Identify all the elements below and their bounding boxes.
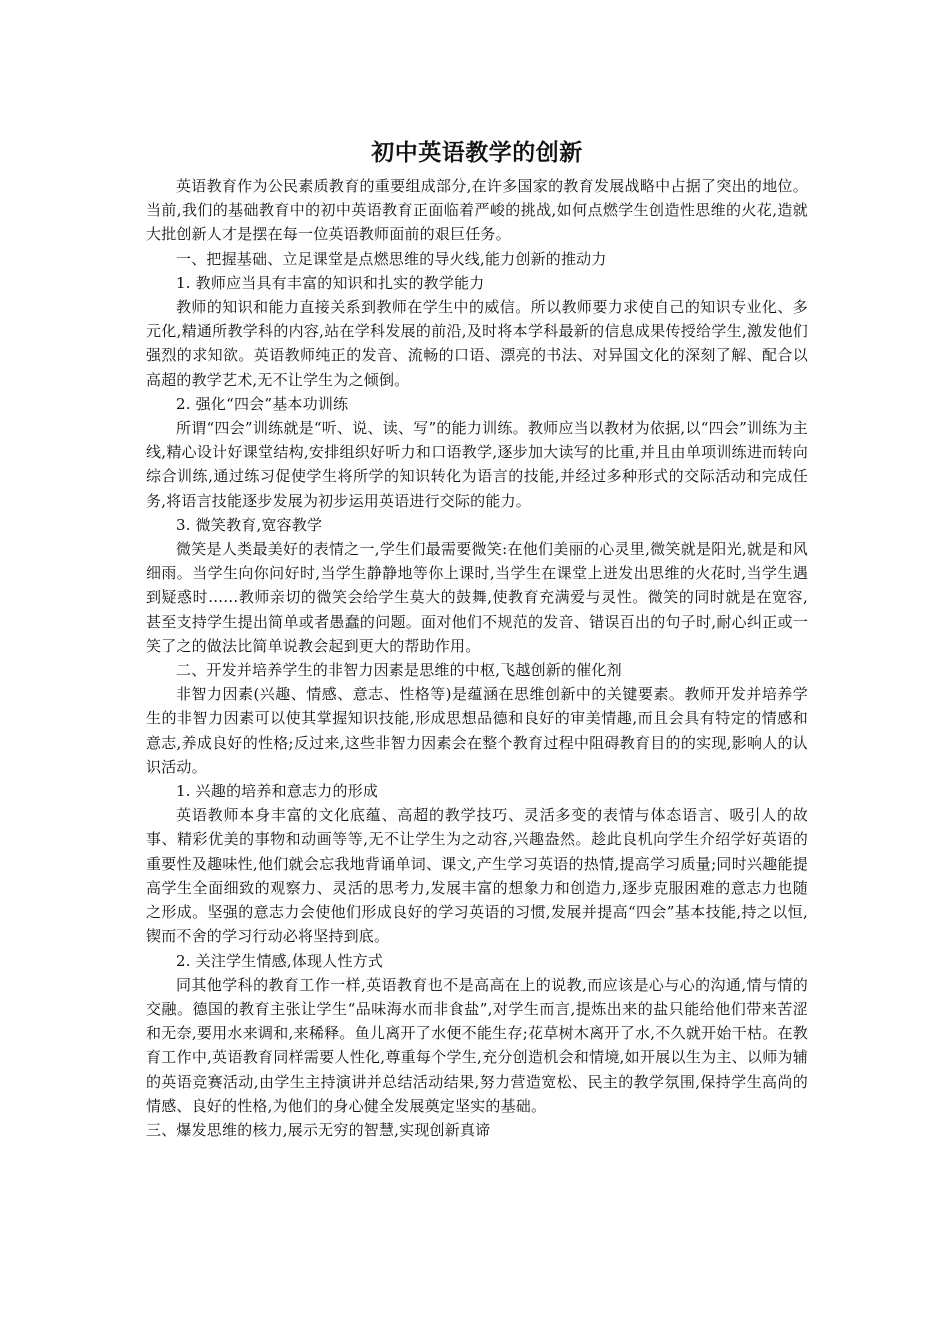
section-2-heading: 二、开发并培养学生的非智力因素是思维的中枢,飞越创新的催化剂 [176, 661, 622, 680]
subsection-2-2-paragraph: 同其他学科的教育工作一样,英语教育也不是高高在上的说教,而应该是心与心的沟通,情与情的交融。德国的教育主张让学生“品味海水而非食盐”,对学生而言,提炼出来的盐只能给他们带来苦涩和无奈,要用水来调和,来稀释。鱼儿离开了水便不能生存;花草树木离开了水,不久就开始干枯。在教育工作中,英语教育同样需要人性化,尊重每个学生,充分创造机会和情境,如开展以生为主、以师为辅的英语竞赛活动,由学生主持演讲并总结活动结果,努力营造宽松、民主的教学氛围,保持学生高尚的情感、良好的性格,为他们的身心健全发展奠定坚实的基础。 [146, 975, 808, 1115]
subsection-1-1-heading: 1. 教师应当具有丰富的知识和扎实的教学能力 [176, 273, 485, 292]
subsection-1-1-paragraph: 教师的知识和能力直接关系到教师在学生中的威信。所以教师要力求使自己的知识专业化、多元化,精通所教学科的内容,站在学科发展的前沿,及时将本学科最新的信息成果传授给学生,激发他们强烈的求知欲。英语教师纯正的发音、流畅的口语、漂亮的书法、对异国文化的深刻了解、配合以高超的教学艺术,无不让学生为之倾倒。 [146, 298, 808, 389]
subsection-2-1-paragraph: 英语教师本身丰富的文化底蕴、高超的教学技巧、灵活多变的表情与体态语言、吸引人的故事、精彩优美的事物和动画等等,无不让学生为之动容,兴趣盎然。趁此良机向学生介绍学好英语的重要性及趣味性,他们就会忘我地背诵单词、课文,产生学习英语的热情,提高学习质量;同时兴趣能提高学生全面细致的观察力、灵活的思考力,发展丰富的想象力和创造力,逐步克服困难的意志力也随之形成。坚强的意志力会使他们形成良好的学习英语的习惯,发展并提高“四会”基本技能,持之以恒,锲而不舍的学习行动必将坚持到底。 [146, 806, 808, 946]
section-1-heading: 一、把握基础、立足课堂是点燃思维的导火线,能力创新的推动力 [176, 249, 607, 268]
document-title: 初中英语教学的创新 [371, 140, 583, 166]
subsection-1-3-heading: 3. 微笑教育,宽容教学 [176, 515, 323, 534]
intro-paragraph: 英语教育作为公民素质教育的重要组成部分,在许多国家的教育发展战略中占据了突出的地位。当前,我们的基础教育中的初中英语教育正面临着严峻的挑战,如何点燃学生创造性思维的火花,造就大批创新人才是摆在每一位英语教师面前的艰巨任务。 [146, 177, 808, 244]
subsection-1-2-heading: 2. 强化“四会”基本功训练 [176, 394, 349, 413]
subsection-1-3-paragraph: 微笑是人类最美好的表情之一,学生们最需要微笑:在他们美丽的心灵里,微笑就是阳光,就是和风细雨。当学生向你问好时,当学生静静地等你上课时,当学生在课堂上迸发出思维的火花时,当学生遇到疑惑时……教师亲切的微笑会给学生莫大的鼓舞,使教育充满爱与灵性。微笑的同时就是在宽容,甚至支持学生提出简单或者愚蠢的问题。面对他们不规范的发音、错误百出的句子时,耐心纠正或一笑了之的做法比简单说教会起到更大的帮助作用。 [146, 540, 808, 655]
subsection-2-1-heading: 1. 兴趣的培养和意志力的形成 [176, 782, 379, 801]
document-page [146, 138, 808, 1142]
section-3-heading: 三、爆发思维的核力,展示无穷的智慧,实现创新真谛 [146, 1120, 491, 1139]
subsection-2-2-heading: 2. 关注学生情感,体现人性方式 [176, 951, 384, 970]
subsection-1-2-paragraph: 所谓“四会”训练就是“听、说、读、写”的能力训练。教师应当以教材为依据,以“四会”训练为主线,精心设计好课堂结构,安排组织好听力和口语教学,逐步加大读写的比重,并且由单项训练进而转向综合训练,通过练习促使学生将所学的知识转化为语言的技能,并经过多种形式的交际活动和完成任务,将语言技能逐步发展为初步运用英语进行交际的能力。 [146, 419, 808, 510]
section-2-paragraph: 非智力因素(兴趣、情感、意志、性格等)是蕴涵在思维创新中的关键要素。教师开发并培养学生的非智力因素可以使其掌握知识技能,形成思想品德和良好的审美情趣,而且会具有特定的情感和意志,养成良好的性格;反过来,这些非智力因素会在整个教育过程中阻碍教育目的的实现,影响人的认识活动。 [146, 685, 808, 776]
